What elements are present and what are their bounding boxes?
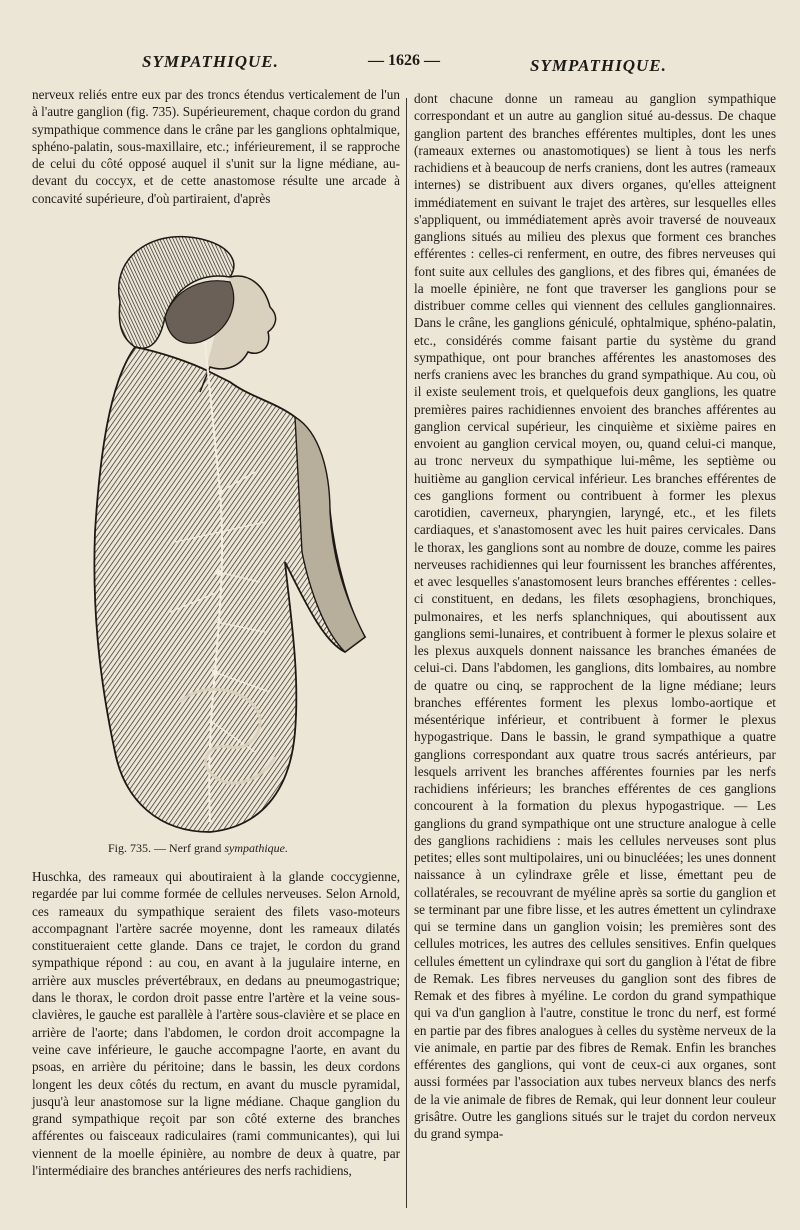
- column-divider: [406, 98, 407, 1208]
- paragraph: nerveux reliés entre eux par des troncs étendus verticalement de l'un à l'autre ganglion (fig. 735). Supérieurement, chaque cordon du grand sympathique commence dans le crâne par les ganglions ophtalmique, sphéno-palatin, sous-maxillaire, etc.; inférieurement, il se rapproche de celui du côté opposé auquel il s'unit sur la ligne médiane, au-devant du coccyx, et de cette anastomose résulte une arcade à concavité supérieure, d'où partiraient, d'après: [32, 87, 400, 206]
- anatomical-illustration: [80, 232, 370, 837]
- right-column-text: [414, 90, 776, 1142]
- paragraph: Huschka, des rameaux qui aboutiraient à la glande coccygienne, regardée par lui comme formée de cellules nerveuses. Selon Arnold, ces rameaux du sympathique seraient des filets vaso-moteurs accompagnant l'artère sacrée moyenne, dont les rameaux dilatés constitueraient cette glande. Dans ce trajet, le cordon du grand sympathique répond : au cou, en avant à la jugulaire interne, en arrière aux muscles prévertébraux, en dedans au pneumogastrique; dans le thorax, le cordon droit passe entre l'artère et la veine sous-clavières, le gauche est parallèle à l'artère sous-clavière et se place en arrière de l'aorte; dans l'abdomen, le cordon droit accompagne la veine cave inférieure, le gauche accompagne l'aorte, en avant du psoas, en arrière du péritoine; dans le bassin, les deux cordons longent les deux côtés du rectum, en avant du muscle pyramidal, jusqu'à leur anastomose sur la ligne médiane. Chaque ganglion du grand sympathique reçoit par son côté externe des branches afférentes ou faisceaux radiculaires (rami communicantes), qui lui viennent de la moelle épinière, au nombre de deux à quatre, par l'intermédiaire des branches antérieures des nerfs rachidiens,: [32, 869, 400, 1179]
- running-header: [0, 52, 800, 80]
- figure-caption: [108, 841, 288, 856]
- caption-prefix: Fig. 735. — Nerf grand: [108, 841, 222, 855]
- page-number: — 1626 —: [368, 52, 440, 69]
- left-column-bottom-text: [32, 868, 400, 1179]
- caption-italic: sympathique.: [224, 841, 288, 855]
- paragraph: dont chacune donne un rameau au ganglion sympathique correspondant et un autre au ganglion situé au-dessus. De chaque ganglion partent des branches efférentes multiples, dont les unes (rameaux externes ou anastomotiques) se lient à tous les nerfs rachidiens et à beaucoup de nerfs craniens, dont les autres (rameaux internes) se distribuent aux divers organes, qu'elles atteignent immédiatement en suivant le trajet des artères, sur lesquelles elles s'appliquent, ou immédiatement après avoir traversé de nouveaux ganglions situés au milieu des plexus que forment ces branches efférentes : celles-ci renferment, en outre, des fibres nerveuses qui font suite aux cellules des ganglions, et des fibres qui, émanées de la moelle épinière, ne font que traverser les ganglions pour se distribuer comme celles qui viennent des cellules ganglionnaires. Dans le crâne, les ganglions géniculé, ophtalmique, sphéno-palatin, etc., considérés comme faisant partie du système du grand sympathique, ont pour branches afférentes les anastomoses des nerfs craniens avec les branches du grand sympathique. Au cou, où il existe seulement trois, et quelquefois deux ganglions, les quatre premières paires rachidiennes envoient des branches afférentes au ganglion cervical supérieur, les cinquième et sixième paires en envoient au ganglion cervical moyen, ou, quand celui-ci manque, au tronc nerveux du sympathique lui-même, les septième ou huitième au ganglion cervical inférieur. Les branches efférentes de ces ganglions forment ou contribuent à former les plexus carotidien, caverneux, pharyngien, laryngé, etc., et les filets cardiaques, et s'anastomosent avec les huit paires cervicales. Dans le thorax, les ganglions sont au nombre de douze, comme les paires nerveuses rachidiennes qui leur fournissent les branches afférentes, et avec lesquelles s'anastomosent leurs branches efférentes : celles-ci constituent, en dedans, les filets œsophagiens, bronchiques, pulmonaires, et les nerfs splanchniques, qui aboutissent aux ganglions semi-lunaires, et contribuent à former le plexus solaire et les plexus auxquels donnent naissance les branches émanées de celui-ci. Dans l'abdomen, les ganglions, dits lombaires, au nombre de quatre ou cinq, se rapprochent de la ligne médiane; leurs branches efférentes forment les plexus lombo-aortique et mésentérique inférieur, et contribuent à former le plexus hypogastrique. Dans le bassin, le grand sympathique a quatre ganglions correspondant aux quatre trous sacrés antérieurs, par lesquels arrivent les branches afférentes fournies par les nerfs rachidiens inférieurs; les branches efférentes de ces ganglions concourent à la formation du plexus hypogastrique. — Les ganglions du grand sympathique ont une structure analogue à celle des ganglions rachidiens : mais les cellules nerveuses sont plus petites; elles sont multipolaires, uni ou binucléées; les unes donnent naissance à un cylindraxe grêle et lisse, émettant peu de collatérales, se recouvrant de myéline après sa sortie du ganglion et se terminant par une fibre lisse, et les autres émettent un cylindraxe qui se termine dans un ganglion voisin; les premières sont des cellules motrices, les autres des cellules sensitives. Enfin quelques cellules émettent un cylindraxe qui sort du ganglion à l'état de fibre de Remak. Les fibres nerveuses du ganglion sont des fibres de Remak et des fibres à myéline. Le cordon du grand sympathique qui va d'un ganglion à l'autre, constitue le tronc du nerf, est formé en partie par des fibres analogues à celles du système nerveux de la vie animale, en partie par des fibres de Remak. Enfin les branches efférentes des ganglions, qui vont de ceux-ci aux organes, sont aussi formées par l'association aux tubes nerveux blancs des nerfs de la vie animale de fibres de Remak, qui leur donnent leur couleur grisâtre. Outre les ganglions situés sur le trajet du cordon nerveux du grand sympa-: [414, 91, 776, 1141]
- header-left-title: SYMPATHIQUE.: [142, 52, 279, 71]
- left-column-top-text: [32, 86, 400, 207]
- header-right-title: SYMPATHIQUE.: [530, 56, 667, 75]
